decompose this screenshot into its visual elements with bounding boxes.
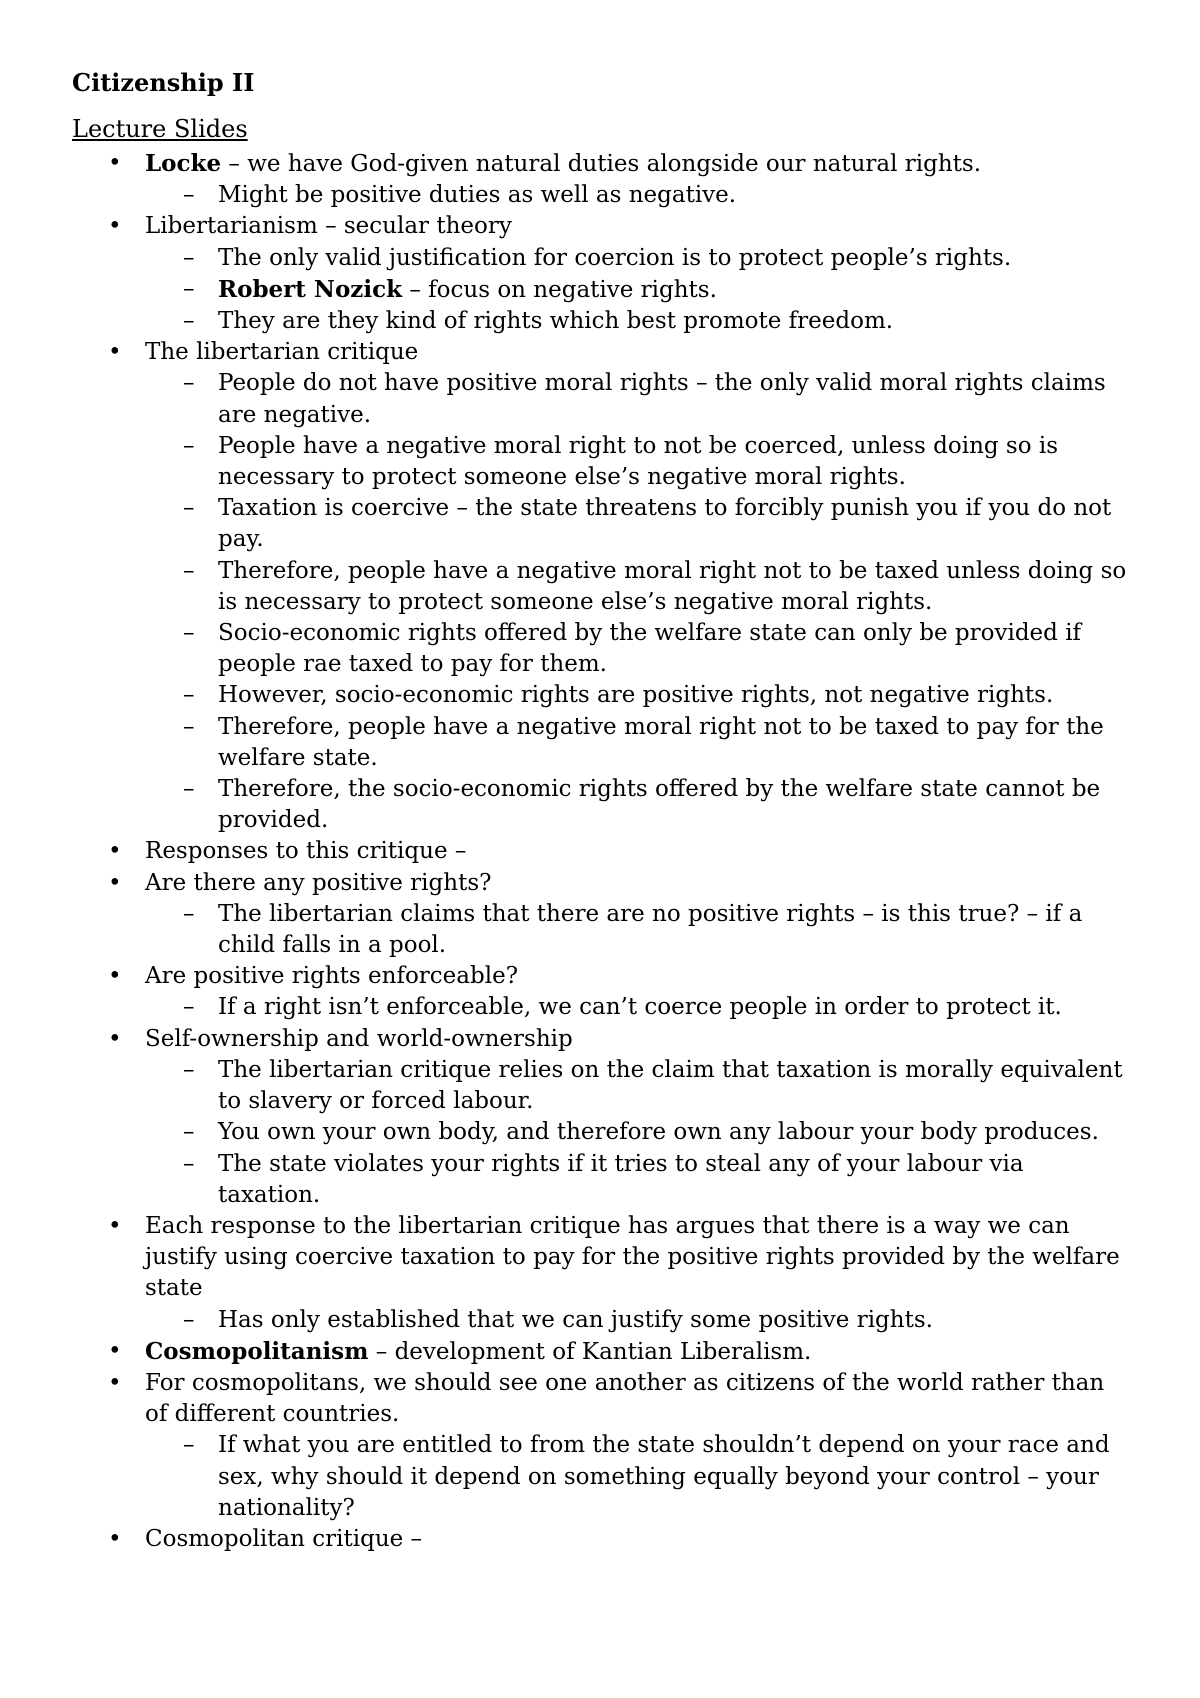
sub-item [145, 306, 1132, 337]
dash-icon: – [183, 557, 195, 584]
bullet-text: For cosmopolitans, we should see one another as citizens of the world rather than of different countries. [145, 1369, 1105, 1428]
bullet-text: Responses to this critique – [145, 838, 467, 865]
sub-text: Therefore, the socio-economic rights offered by the welfare state cannot be provided. [218, 776, 1101, 834]
bullet-item [72, 148, 1132, 211]
dash-icon: – [183, 495, 195, 522]
document-page [72, 68, 1132, 1555]
sub-text: Therefore, people have a negative moral right not to be taxed unless doing so is necessary to protect someone else’s negative moral rights. [218, 557, 1127, 615]
sub-item [145, 1430, 1132, 1524]
bullet-icon: • [108, 963, 122, 990]
sub-text: Might be positive duties as well as negative. [218, 182, 737, 209]
dash-icon: – [183, 994, 195, 1021]
sub-list [145, 180, 1132, 211]
sub-list [145, 243, 1132, 338]
sub-text: Has only established that we can justify some positive rights. [218, 1306, 933, 1333]
bullet-icon: • [108, 1025, 122, 1052]
sub-item [145, 1305, 1132, 1336]
sub-text: Taxation is coercive – the state threatens to forcibly punish you if you do not pay. [218, 495, 1112, 553]
notes-list [72, 148, 1132, 1555]
bullet-icon: • [108, 1369, 122, 1396]
sub-item [145, 431, 1132, 493]
document-subtitle: Lecture Slides [72, 115, 248, 143]
sub-item [145, 680, 1132, 711]
bullet-item [72, 211, 1132, 337]
sub-item [145, 556, 1132, 618]
sub-text: The state violates your rights if it tries to steal any of your labour via taxation. [218, 1150, 1024, 1208]
dash-icon: – [183, 432, 195, 459]
bullet-text: Self-ownership and world-ownership [145, 1025, 573, 1052]
dash-icon: – [183, 370, 195, 397]
dash-icon: – [183, 713, 195, 740]
sub-text: – focus on negative rights. [402, 276, 717, 303]
sub-text: You own your own body, and therefore own any labour your body produces. [218, 1119, 1099, 1146]
dash-icon: – [183, 1432, 195, 1459]
bullet-text: Libertarianism – secular theory [145, 213, 512, 240]
bullet-icon: • [108, 339, 122, 366]
sub-text: The libertarian critique relies on the claim that taxation is morally equivalent to slavery or forced labour. [218, 1056, 1123, 1115]
sub-text: If what you are entitled to from the state shouldn’t depend on your race and sex, why should it depend on something equally beyond your control – your nationality? [218, 1432, 1110, 1521]
bullet-item [72, 1211, 1132, 1336]
bullet-item [72, 337, 1132, 836]
sub-item [145, 618, 1132, 680]
sub-list [145, 899, 1132, 961]
sub-item [145, 899, 1132, 961]
bullet-text: – development of Kantian Liberalism. [368, 1338, 812, 1365]
bullet-bold-term: Locke [145, 150, 222, 177]
sub-bold-term: Robert Nozick [218, 275, 403, 303]
dash-icon: – [183, 620, 195, 647]
sub-text: Socio-economic rights offered by the welfare state can only be provided if people rae taxed to pay for them. [218, 620, 1082, 678]
dash-icon: – [183, 682, 195, 709]
bullet-text: Cosmopolitan critique – [145, 1525, 423, 1552]
bullet-item [72, 1368, 1132, 1524]
bullet-text: Are there any positive rights? [145, 869, 492, 896]
bullet-icon: • [108, 1525, 122, 1552]
dash-icon: – [183, 182, 195, 209]
bullet-item [72, 1336, 1132, 1368]
bullet-icon: • [108, 213, 122, 240]
bullet-item [72, 1524, 1132, 1555]
sub-list [145, 1055, 1132, 1211]
bullet-item [72, 836, 1132, 867]
sub-item [145, 992, 1132, 1023]
sub-text: They are they kind of rights which best promote freedom. [218, 308, 894, 335]
sub-item [145, 1055, 1132, 1117]
sub-list [145, 1430, 1132, 1524]
dash-icon: – [183, 1306, 195, 1333]
sub-item [145, 243, 1132, 274]
bullet-icon: • [108, 150, 122, 176]
sub-item [145, 1149, 1132, 1211]
bullet-item [72, 961, 1132, 1023]
dash-icon: – [183, 1150, 195, 1177]
bullet-text: Each response to the libertarian critique has argues that there is a way we can justify using coercive taxation to pay for the positive rights provided by the welfare state [145, 1212, 1120, 1302]
document-title: Citizenship II [72, 68, 255, 97]
sub-item [145, 774, 1132, 836]
dash-icon: – [183, 1119, 195, 1146]
sub-text: The libertarian claims that there are no positive rights – is this true? – if a child falls in a pool. [218, 900, 1083, 959]
sub-text: Therefore, people have a negative moral right not to be taxed to pay for the welfare state. [218, 713, 1104, 771]
sub-list [145, 992, 1132, 1023]
sub-item [145, 1117, 1132, 1148]
sub-item [145, 493, 1132, 555]
bullet-bold-term: Cosmopolitanism [145, 1337, 369, 1365]
bullet-icon: • [108, 838, 122, 865]
sub-list [145, 1305, 1132, 1336]
sub-list [145, 368, 1132, 836]
bullet-icon: • [108, 1212, 122, 1239]
bullet-icon: • [108, 869, 122, 896]
sub-item [145, 368, 1132, 430]
bullet-text: – we have God-given natural duties alongside our natural rights. [221, 151, 982, 177]
dash-icon: – [183, 244, 195, 271]
sub-item [145, 274, 1132, 306]
bullet-icon: • [108, 1337, 122, 1364]
dash-icon: – [183, 275, 195, 302]
sub-item [145, 712, 1132, 774]
dash-icon: – [183, 308, 195, 335]
bullet-text: The libertarian critique [145, 339, 419, 366]
bullet-item [72, 1024, 1132, 1211]
sub-text: However, socio-economic rights are positive rights, not negative rights. [218, 682, 1054, 709]
dash-icon: – [183, 776, 195, 803]
dash-icon: – [183, 900, 195, 927]
bullet-text: Are positive rights enforceable? [145, 963, 519, 990]
bullet-item [72, 868, 1132, 962]
sub-text: If a right isn’t enforceable, we can’t coerce people in order to protect it. [218, 994, 1062, 1021]
sub-text: People have a negative moral right to not be coerced, unless doing so is necessary to protect someone else’s negative moral rights. [218, 432, 1059, 491]
dash-icon: – [183, 1056, 195, 1083]
sub-item [145, 180, 1132, 211]
sub-text: The only valid justification for coercion is to protect people’s rights. [218, 244, 1012, 271]
sub-text: People do not have positive moral rights – the only valid moral rights claims are negative. [218, 370, 1106, 428]
